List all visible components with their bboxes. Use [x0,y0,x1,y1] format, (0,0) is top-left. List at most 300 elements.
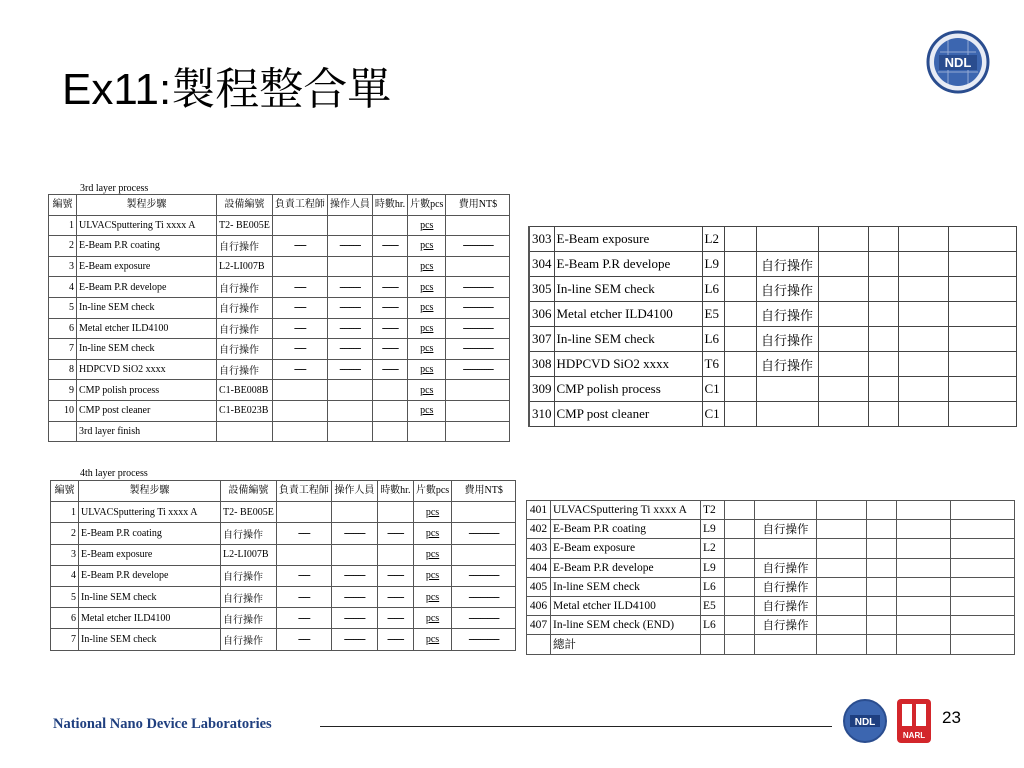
table-cell: --------- [331,565,377,586]
table-cell: ------- [377,523,413,544]
empty-cell [898,377,948,402]
table-cell [446,256,510,277]
table-cell: 1 [49,215,77,236]
table-cell [724,302,756,327]
table-cell: 4 [49,277,77,298]
table-cell: E-Beam P.R develope [554,252,702,277]
table-cell: --------- [327,339,372,360]
table-cell: In-line SEM check [554,277,702,302]
table-cell [724,402,756,427]
table-cell: ULVACSputtering Ti xxxx A [79,502,221,523]
table-cell: E-Beam exposure [77,256,217,277]
table-cell: 自行操作 [221,586,277,607]
table-cell: 403 [527,539,551,558]
table-cell [446,380,510,401]
table-cell: Metal etcher ILD4100 [77,318,217,339]
table-cell: 自行操作 [755,577,817,596]
table-cell [272,421,327,442]
table-cell: ------- [372,236,407,257]
table-cell: 6 [49,318,77,339]
table-cell [408,421,446,442]
table-cell [725,596,755,615]
table-cell: In-line SEM check [551,577,701,596]
table-cell [446,421,510,442]
table-cell: L2 [702,227,724,252]
table-row [49,400,510,421]
table-cell: CMP post cleaner [77,400,217,421]
table-cell: E-Beam P.R develope [79,565,221,586]
column-header: 片數pcs [408,195,446,216]
empty-cell [951,501,1015,520]
table-cell [756,227,818,252]
table-cell: ----- [272,339,327,360]
empty-cell [868,352,898,377]
table-cell: --------- [327,236,372,257]
slide-title: Ex11:製程整合單 [62,65,392,114]
table-row [49,215,510,236]
empty-cell [818,302,868,327]
table-row [49,256,510,277]
empty-cell [951,539,1015,558]
table-cell: pcs [413,502,451,523]
table-cell: ULVACSputtering Ti xxxx A [551,501,701,520]
table-cell [725,616,755,635]
table-cell [272,380,327,401]
table-3rd-caption: 3rd layer process [80,183,149,194]
table-cell: Metal etcher ILD4100 [79,608,221,629]
table-cell: ------------- [452,523,516,544]
table-cell: --------- [327,297,372,318]
empty-cell [817,539,867,558]
table-cell: C1-BE023B [217,400,273,421]
table-cell: E-Beam exposure [79,544,221,565]
empty-cell [868,277,898,302]
table-cell: 自行操作 [756,302,818,327]
table-cell: 2 [51,523,79,544]
table-cell: --------- [327,318,372,339]
table-cell: 402 [527,520,551,539]
table-row [49,339,510,360]
table-cell: ------------- [446,236,510,257]
table-cell [276,502,331,523]
table-cell [276,544,331,565]
column-header: 負責工程師 [272,195,327,216]
table-row [527,501,1015,520]
table-cell: ------- [377,565,413,586]
table-cell: ----- [276,565,331,586]
column-header: 費用NT$ [452,481,516,502]
table-cell: pcs [408,215,446,236]
table-cell: --------- [331,586,377,607]
table-cell [327,215,372,236]
empty-cell [818,277,868,302]
table-row [529,302,1016,327]
empty-cell [948,327,1016,352]
table-row [527,616,1015,635]
table-cell: HDPCVD SiO2 xxxx [77,359,217,380]
table-cell [372,380,407,401]
table-cell: 405 [527,577,551,596]
table-cell: 406 [527,596,551,615]
table-cell: pcs [413,586,451,607]
table-cell: E-Beam P.R develope [551,558,701,577]
empty-cell [898,252,948,277]
table-cell: pcs [413,523,451,544]
table-cell: 304 [529,252,554,277]
empty-cell [818,402,868,427]
table-cell: 310 [529,402,554,427]
empty-cell [867,635,897,654]
table-cell: 自行操作 [755,520,817,539]
column-header: 編號 [51,481,79,502]
column-header: 編號 [49,195,77,216]
table-cell: 4 [51,565,79,586]
table-cell [724,252,756,277]
table-cell [701,635,725,654]
table-cell: 9 [49,380,77,401]
empty-cell [898,302,948,327]
table-cell: pcs [408,256,446,277]
table-cell [327,400,372,421]
table-cell: In-line SEM check [79,586,221,607]
table-cell: ----- [276,586,331,607]
table-cell: C1-BE008B [217,380,273,401]
table-cell: ------------- [446,297,510,318]
table-cell [217,421,273,442]
table-cell [372,400,407,421]
table-cell: T6 [702,352,724,377]
table-cell [327,256,372,277]
table-cell: E-Beam exposure [554,227,702,252]
table-cell [725,577,755,596]
table-cell [755,501,817,520]
table-cell: ----- [276,608,331,629]
empty-cell [897,635,951,654]
empty-cell [951,558,1015,577]
table-cell [724,352,756,377]
empty-cell [897,596,951,615]
narl-logo-icon [896,698,932,744]
empty-cell [868,302,898,327]
table-cell [725,520,755,539]
table-cell: 自行操作 [217,297,273,318]
table-cell: In-line SEM check [77,339,217,360]
table-cell [377,502,413,523]
table-row [529,252,1016,277]
empty-cell [817,558,867,577]
table-cell: 303 [529,227,554,252]
table-cell: 306 [529,302,554,327]
table-cell: E5 [701,596,725,615]
table-cell: ------- [372,297,407,318]
table-header-row [51,481,516,502]
table-row [49,380,510,401]
table-cell: pcs [413,544,451,565]
table-cell: 自行操作 [755,596,817,615]
empty-cell [897,539,951,558]
empty-cell [897,558,951,577]
table-cell: CMP post cleaner [554,402,702,427]
table-cell: C1 [702,377,724,402]
table-cell: E-Beam P.R coating [79,523,221,544]
column-header: 操作人員 [331,481,377,502]
table-cell [446,400,510,421]
table-cell: pcs [408,380,446,401]
table-cell: E-Beam P.R coating [77,236,217,257]
table-cell [725,501,755,520]
empty-cell [948,227,1016,252]
table-cell [725,539,755,558]
empty-cell [867,577,897,596]
step-300-table [528,226,1017,427]
table-cell: ------- [372,359,407,380]
table-cell [527,635,551,654]
table-4th-caption: 4th layer process [80,468,148,479]
empty-cell [898,277,948,302]
table-cell: pcs [413,565,451,586]
table-row [529,227,1016,252]
table-row [529,377,1016,402]
table-cell: pcs [408,236,446,257]
table-cell: 305 [529,277,554,302]
svg-text:NDL: NDL [944,55,972,70]
table-cell: 自行操作 [221,629,277,650]
table-cell: 407 [527,616,551,635]
table-cell: 3 [51,544,79,565]
table-cell [331,502,377,523]
table-cell: ------------- [452,629,516,650]
table-cell: ------- [377,608,413,629]
table-cell [724,377,756,402]
table-cell: ------- [372,318,407,339]
table-cell: ------------- [446,277,510,298]
column-header: 設備編號 [217,195,273,216]
table-cell: ------------- [452,586,516,607]
table-cell: T2- BE005E [217,215,273,236]
table-cell [725,635,755,654]
ndl-logo-icon [926,30,990,94]
table-cell [327,421,372,442]
empty-cell [948,402,1016,427]
table-cell [756,377,818,402]
table-cell: E-Beam exposure [551,539,701,558]
table-cell: 自行操作 [756,277,818,302]
table-cell: 10 [49,400,77,421]
table-cell: L6 [701,616,725,635]
table-cell [49,421,77,442]
table-row [529,402,1016,427]
table-cell: L6 [701,577,725,596]
table-cell: 自行操作 [755,558,817,577]
empty-cell [867,616,897,635]
table-row [49,236,510,257]
step-400-table [526,500,1015,655]
table-cell: Metal etcher ILD4100 [551,596,701,615]
column-header: 設備編號 [221,481,277,502]
empty-cell [868,227,898,252]
empty-cell [898,352,948,377]
table-cell [372,256,407,277]
column-header: 時數hr. [372,195,407,216]
table-cell: --------- [327,277,372,298]
table-cell: ----- [276,523,331,544]
empty-cell [867,501,897,520]
table-cell: ------- [377,586,413,607]
table-cell: pcs [413,629,451,650]
table-cell: pcs [408,359,446,380]
empty-cell [898,327,948,352]
footer-divider [320,726,832,727]
table-cell: Metal etcher ILD4100 [554,302,702,327]
table-cell [272,256,327,277]
empty-cell [948,352,1016,377]
empty-cell [898,402,948,427]
table-cell: 自行操作 [221,565,277,586]
table-cell: 自行操作 [756,252,818,277]
empty-cell [867,596,897,615]
empty-cell [818,377,868,402]
table-cell: --------- [331,608,377,629]
table-cell [452,502,516,523]
empty-cell [951,616,1015,635]
table-row [529,352,1016,377]
empty-cell [818,227,868,252]
table-cell [724,327,756,352]
table-cell: ----- [272,277,327,298]
table-cell [272,215,327,236]
table-cell: 307 [529,327,554,352]
table-cell: ------------- [446,318,510,339]
table-cell: ------- [372,339,407,360]
table-cell: L6 [702,327,724,352]
table-cell: ------- [377,629,413,650]
table-row [527,558,1015,577]
table-cell: L6 [702,277,724,302]
table-cell: 5 [49,297,77,318]
table-cell: L2-LI007B [221,544,277,565]
table-cell: ULVACSputtering Ti xxxx A [77,215,217,236]
column-header: 操作人員 [327,195,372,216]
empty-cell [948,377,1016,402]
table-cell: 7 [51,629,79,650]
svg-text:NARL: NARL [902,731,926,740]
table-cell: 自行操作 [217,236,273,257]
table-cell: pcs [413,608,451,629]
empty-cell [868,402,898,427]
column-header: 費用NT$ [446,195,510,216]
table-cell: T2 [701,501,725,520]
table-cell [755,635,817,654]
table-cell: 404 [527,558,551,577]
column-header: 製程步驟 [79,481,221,502]
table-row [529,327,1016,352]
table-cell: ------------- [452,608,516,629]
table-cell: ------- [372,277,407,298]
table-cell [452,544,516,565]
table-row [51,502,516,523]
table-cell [725,558,755,577]
table-cell: E-Beam P.R develope [77,277,217,298]
page-number: 23 [942,708,961,727]
empty-cell [948,252,1016,277]
table-row [49,318,510,339]
table-cell: 3 [49,256,77,277]
table-cell: E-Beam P.R coating [551,520,701,539]
empty-cell [951,577,1015,596]
table-cell: ----- [272,236,327,257]
table-row [529,277,1016,302]
empty-cell [867,539,897,558]
empty-cell [867,520,897,539]
empty-cell [817,520,867,539]
table-cell [724,277,756,302]
table-cell: C1 [702,402,724,427]
table-cell: 401 [527,501,551,520]
table-cell: L2 [701,539,725,558]
empty-cell [818,252,868,277]
column-header: 負責工程師 [276,481,331,502]
table-cell: 自行操作 [217,318,273,339]
empty-cell [897,616,951,635]
table-cell: In-line SEM check [77,297,217,318]
table-row [527,635,1015,654]
table-row [51,544,516,565]
empty-cell [897,520,951,539]
table-row [527,520,1015,539]
table-cell: pcs [408,318,446,339]
table-cell: T2- BE005E [221,502,277,523]
table-row [51,608,516,629]
empty-cell [897,577,951,596]
column-header: 片數pcs [413,481,451,502]
empty-cell [868,327,898,352]
table-cell: 自行操作 [755,616,817,635]
empty-cell [817,596,867,615]
empty-cell [818,352,868,377]
table-cell: pcs [408,277,446,298]
table-row [51,523,516,544]
table-cell: 308 [529,352,554,377]
empty-cell [868,377,898,402]
table-row [51,586,516,607]
table-cell [372,215,407,236]
table-cell [272,400,327,421]
empty-cell [951,635,1015,654]
fourth-layer-table [50,480,516,651]
table-cell: ----- [272,359,327,380]
empty-cell [948,302,1016,327]
empty-cell [817,635,867,654]
table-row [49,297,510,318]
footer-ndl-logo-icon [842,698,888,744]
table-cell: ----- [272,297,327,318]
empty-cell [948,277,1016,302]
empty-cell [897,501,951,520]
empty-cell [951,596,1015,615]
table-row [51,629,516,650]
table-cell: L9 [701,520,725,539]
table-cell: pcs [408,297,446,318]
table-cell: 自行操作 [217,359,273,380]
table-row [49,359,510,380]
table-cell: 6 [51,608,79,629]
table-cell [377,544,413,565]
table-cell: 5 [51,586,79,607]
table-cell: 2 [49,236,77,257]
table-cell: 自行操作 [221,608,277,629]
table-cell: 自行操作 [756,352,818,377]
third-layer-table [48,194,510,442]
